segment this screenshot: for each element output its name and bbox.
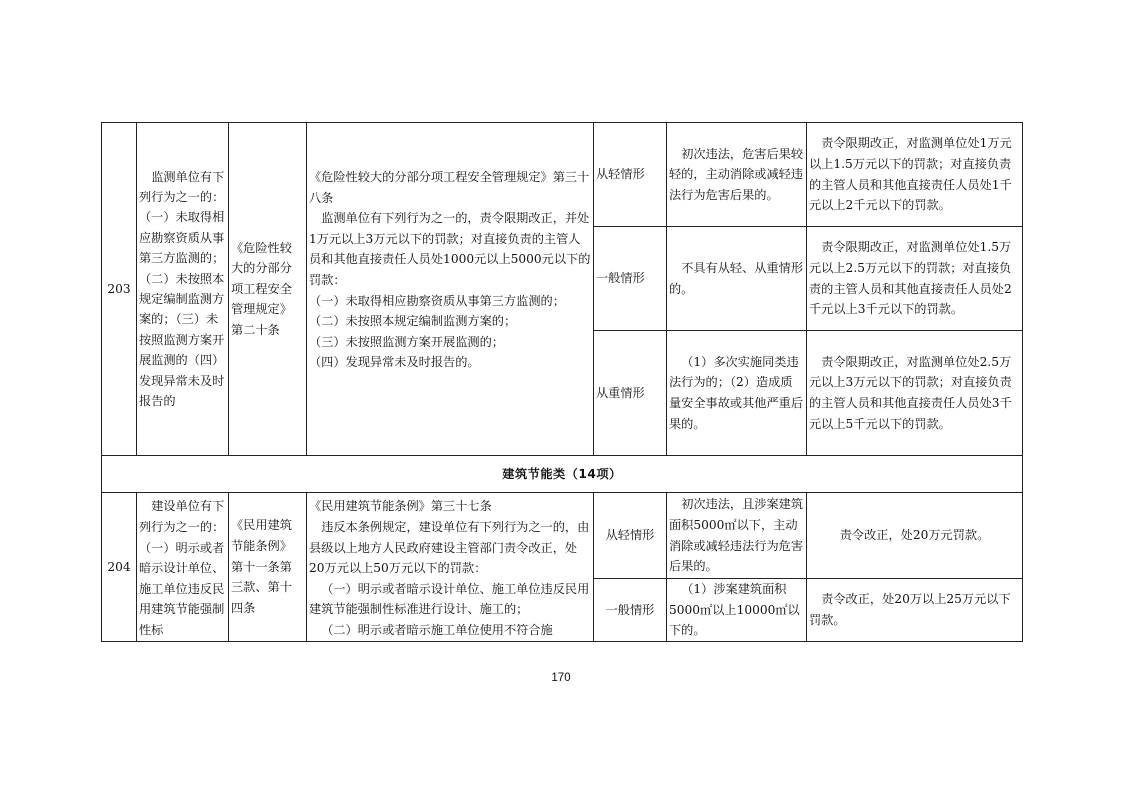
penalty-standard: 责令限期改正，对监测单位处1万元以上1.5万元以下的罚款；对直接负责的主管人员和其他直接责任人员处1千元以上2千元以下的罚款。: [807, 123, 1023, 227]
circumstance-level: 一般情形: [594, 579, 667, 642]
item-number: 203: [102, 123, 137, 456]
penalty-title: 《民用建筑节能条例》第三十七条: [309, 499, 492, 514]
circumstance-condition: （1）涉案建筑面积5000㎡以上10000㎡以下的。: [667, 579, 807, 642]
table-row: [102, 493, 1023, 579]
penalty-item: （二）明示或者暗示施工单位使用不符合施: [321, 622, 553, 637]
penalty-title: 《危险性较大的分部分项工程安全管理规定》第三十八条: [309, 170, 590, 205]
section-heading: 建筑节能类（14项）: [102, 456, 1023, 493]
legal-basis-cell: 《危险性较大的分部分项工程安全管理规定》第二十条: [229, 123, 307, 456]
circumstance-condition: 不具有从轻、从重情形的。: [667, 227, 807, 331]
penalty-standard: 责令限期改正，对监测单位处1.5万元以上2.5万元以下的罚款；对直接负责的主管人员和其他直接责任人员处2千元以上3千元以下的罚款。: [807, 227, 1023, 331]
penalty-standards-table: [101, 122, 1023, 642]
circumstance-level: 一般情形: [594, 227, 667, 331]
table-row: [102, 123, 1023, 227]
item-number: 204: [102, 493, 137, 642]
circumstance-condition: （1）多次实施同类违法行为的；（2）造成质量安全事故或其他严重后果的。: [667, 331, 807, 456]
penalty-item: （二）未按照本规定编制监测方案的；: [309, 314, 517, 329]
illegal-behavior-cell: 建设单位有下列行为之一的：（一）明示或者暗示设计单位、施工单位违反民用建筑节能强制性标: [137, 493, 229, 642]
penalty-standard: 责令改正，处20万元罚款。: [807, 493, 1023, 579]
section-row: [102, 456, 1023, 493]
penalty-basis-cell: [307, 123, 594, 456]
penalty-basis-cell: [307, 493, 594, 642]
penalty-item: （四）发现异常未及时报告的。: [309, 355, 480, 370]
penalty-standard: 责令限期改正，对监测单位处2.5万元以上3万元以下的罚款；对直接负责的主管人员和其他直接责任人员处3千元以上5千元以下的罚款。: [807, 331, 1023, 456]
illegal-behavior-cell: 监测单位有下列行为之一的：（一）未取得相应勘察资质从事第三方监测的；（二）未按照本规定编制监测方案的；（三）未按照监测方案开展监测的（四）发现异常未及时报告的: [137, 123, 229, 456]
penalty-body: 违反本条例规定，建设单位有下列行为之一的，由县级以上地方人民政府建设主管部门责令改正，处20万元以上50万元以下的罚款：: [309, 519, 590, 576]
penalty-body: 监测单位有下列行为之一的，责令限期改正，并处1万元以上3万元以下的罚款；对直接负责的主管人员和其他直接责任人员处1000元以上5000元以下的罚款：: [309, 211, 591, 287]
penalty-standard: 责令改正，处20万以上25万元以下罚款。: [807, 579, 1023, 642]
circumstance-condition: 初次违法，且涉案建筑面积5000㎡以下，主动消除或减轻违法行为危害后果的。: [667, 493, 807, 579]
penalty-item: （三）未按照监测方案开展监测的；: [309, 334, 504, 349]
legal-basis-cell: 《民用建筑节能条例》第十一条第三款、第十四条: [229, 493, 307, 642]
circumstance-level: 从重情形: [594, 331, 667, 456]
circumstance-level: 从轻情形: [594, 123, 667, 227]
penalty-item: （一）未取得相应勘察资质从事第三方监测的；: [309, 293, 565, 308]
circumstance-level: 从轻情形: [594, 493, 667, 579]
page-number: 170: [551, 672, 571, 684]
circumstance-condition: 初次违法，危害后果较轻的，主动消除或减轻违法行为危害后果的。: [667, 123, 807, 227]
penalty-item: （一）明示或者暗示设计单位、施工单位违反民用建筑节能强制性标准进行设计、施工的；: [309, 581, 590, 617]
